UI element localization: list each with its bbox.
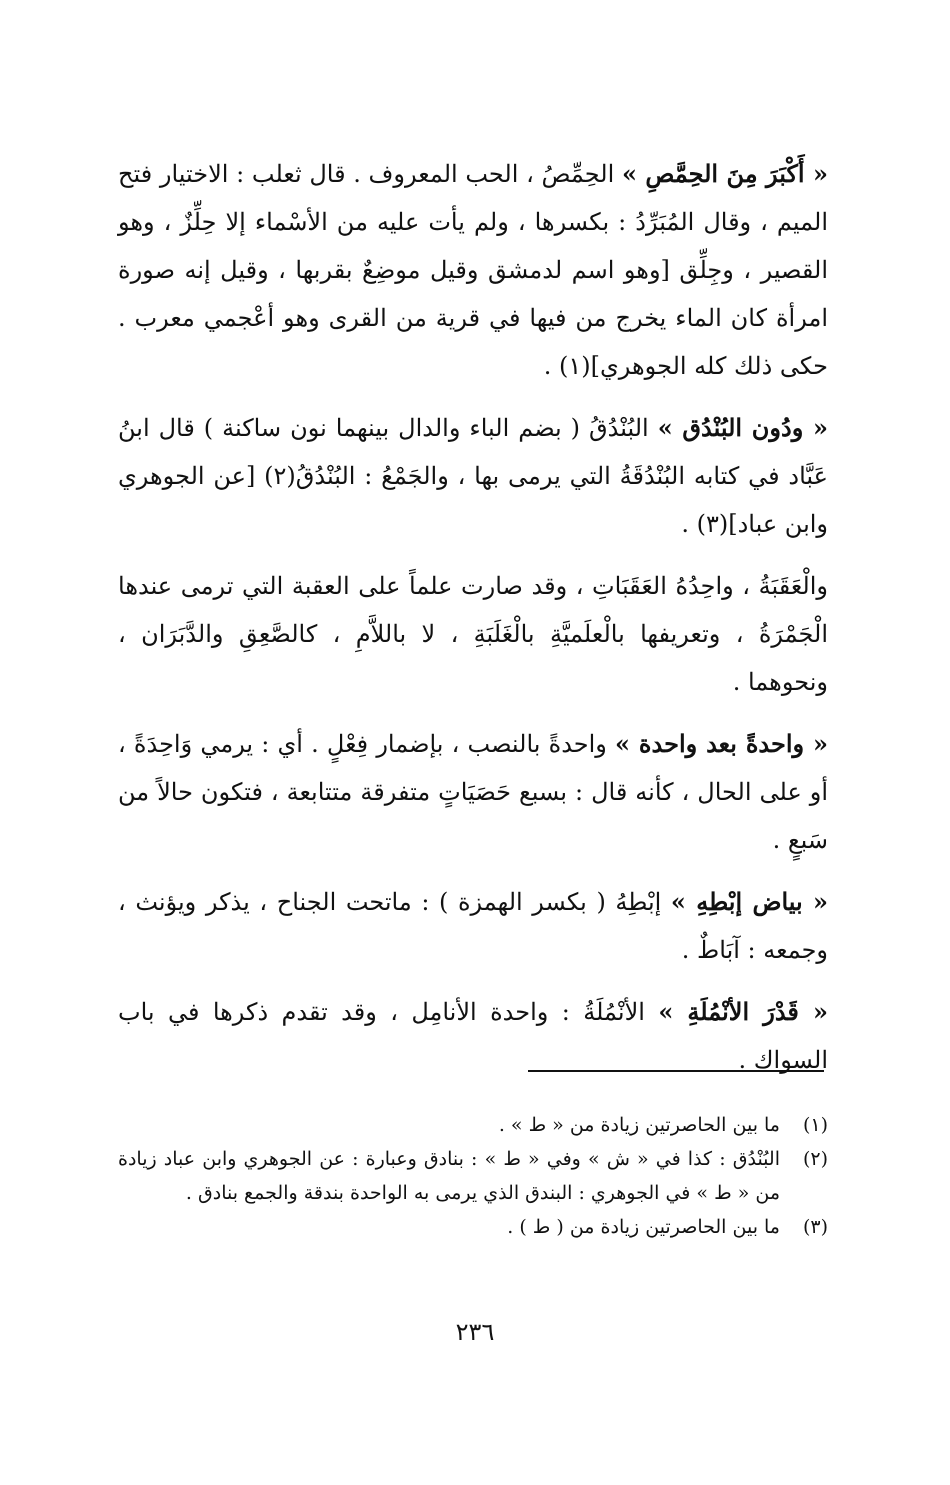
footnote-number: (٢): [802, 1148, 828, 1170]
footnote-text: البُنْدُق : كذا في « ش » وفي « ط » : بنادق وعبارة : عن الجوهري وابن عباد زيادة من « ط » في الجوهري : البندق الذي يرمى به الواحدة بندقة والجمع بنادق .: [118, 1148, 780, 1204]
entry-text: البُنْدُقُ ( بضم الباء والدال بينهما نون ساكنة ) قال ابنُ عَبَّاد في كتابه البُنْدُقَةُ التي يرمى بها ، والجَمْعُ : البُنْدُقُ(٢) [عن الجوهري وابن عباد](٣) .: [118, 414, 828, 538]
paragraph-4: [118, 720, 828, 864]
paragraph-1: [118, 150, 828, 390]
footnote-divider: [528, 1070, 824, 1072]
footnote-3: [118, 1210, 828, 1244]
entry-text: الأنْمُلَةُ : واحدة الأنامِل ، وقد تقدم ذكرها في باب السواك .: [118, 998, 828, 1074]
footnote-2: [118, 1142, 828, 1210]
entry-term: « بياض إبْطِهِ »: [670, 887, 829, 916]
paragraph-5: [118, 878, 828, 974]
entry-term: « أَكْبَرَ مِنَ الحِمَّصِ »: [621, 159, 828, 188]
entry-term: « قَدْرَ الأنْمُلَةِ »: [658, 997, 829, 1026]
footnote-1: [118, 1108, 828, 1142]
entry-term: « واحدةً بعد واحدة »: [615, 729, 828, 758]
paragraph-2: [118, 404, 828, 548]
page-number: ٢٣٦: [455, 1318, 495, 1346]
footnote-number: (٣): [802, 1216, 828, 1238]
entry-text: إبْطِهُ ( بكسر الهمزة ) : ماتحت الجناح ، يذكر ويؤنث ، وجمعه : آبَاطٌ .: [118, 888, 828, 964]
entry-text: واحدةً بالنصب ، بإضمار فِعْلٍ . أي : يرمي وَاحِدَةً ، أو على الحال ، كأنه قال : بسبع حَصَيَاتٍ متفرقة متتابعة ، فتكون حالاً من سَبعٍ .: [118, 730, 828, 854]
footnotes: [118, 1108, 828, 1244]
entry-term: « ودُون البُنْدُق »: [657, 413, 828, 442]
main-text: [118, 150, 828, 1098]
paragraph-3: [118, 562, 828, 706]
footnote-text: ما بين الحاصرتين زيادة من ( ط ) .: [507, 1216, 780, 1238]
footnote-text: ما بين الحاصرتين زيادة من « ط » .: [498, 1114, 780, 1136]
entry-text: والْعَقَبَةُ ، واحِدُهُ العَقَبَاتِ ، وقد صارت علماً على العقبة التي ترمى عندها الْجَمْرَةُ ، وتعريفها بالْعلَميَّةِ بالْغَلَبَةِ ، لا باللاَّمِ ، كالصَّعِقِ والدَّبَرَان ، ونحوهما .: [118, 572, 828, 696]
entry-text: الحِمِّصُ ، الحب المعروف . قال ثعلب : الاختيار فتح الميم ، وقال المُبَرِّدُ : بكسرها ، ولم يأت عليه من الأسْماء إلا حِلِّزٌ ، وهو القصير ، وجِلِّق [وهو اسم لدمشق وقيل موضِعٌ بقربها ، وقيل إنه صورة امرأة كان الماء يخرج من فيها في قرية من القرى وهو أعْجمي معرب . حكى ذلك كله الجوهري](١) .: [118, 160, 828, 380]
footnote-number: (١): [802, 1114, 828, 1136]
